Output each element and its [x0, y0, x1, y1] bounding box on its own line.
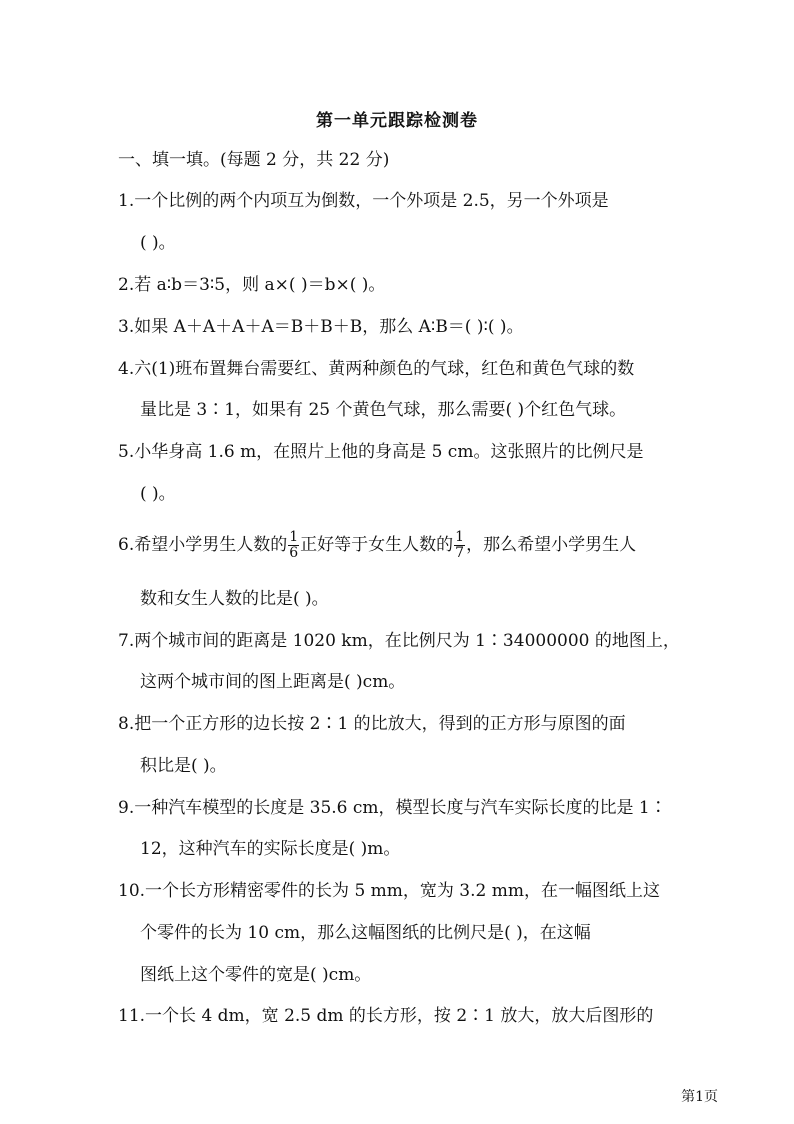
section-heading: 一、填一填。(每题 2 分，共 22 分) [118, 150, 390, 170]
question-6-text-pre: 6.希望小学男生人数的 [118, 535, 288, 555]
question-5-line-2: ( )。 [140, 484, 176, 504]
question-6-line-2: 数和女生人数的比是( )。 [140, 589, 329, 609]
question-7-line-2: 这两个城市间的图上距离是( )cm。 [140, 672, 406, 692]
question-10-line-1: 10.一个长方形精密零件的长为 5 mm，宽为 3.2 mm，在一幅图纸上这 [118, 881, 660, 901]
question-1-line-1: 1.一个比例的两个内项互为倒数，一个外项是 2.5，另一个外项是 [118, 191, 609, 211]
question-11-line-1: 11.一个长 4 dm，宽 2.5 dm 的长方形，按 2∶1 放大，放大后图形的 [118, 1006, 654, 1026]
question-6-line-1 [118, 530, 636, 561]
page-number: 第1页 [681, 1089, 718, 1105]
question-10-line-2: 个零件的长为 10 cm，那么这幅图纸的比例尺是( )，在这幅 [140, 923, 591, 943]
question-6-text-post: ，那么希望小学男生人 [466, 535, 637, 555]
fraction-denominator: 7 [455, 545, 465, 561]
question-9-line-2: 12，这种汽车的实际长度是( )m。 [140, 839, 401, 859]
fraction-denominator: 6 [289, 545, 299, 561]
question-6-text-mid: 正好等于女生人数的 [300, 535, 454, 555]
page-title: 第一单元跟踪检测卷 [316, 111, 478, 131]
question-4-line-1: 4.六(1)班布置舞台需要红、黄两种颜色的气球，红色和黄色气球的数 [118, 359, 635, 379]
fraction-numerator: 1 [289, 529, 299, 545]
fraction-one-seventh [454, 530, 465, 561]
question-7-line-1: 7.两个城市间的距离是 1020 km，在比例尺为 1∶34000000 的地图上， [118, 631, 680, 651]
question-3-line-1: 3.如果 A＋A＋A＋A＝B＋B＋B，那么 A∶B＝( )∶( )。 [118, 317, 524, 337]
question-4-line-2: 量比是 3∶1，如果有 25 个黄色气球，那么需要( )个红色气球。 [140, 400, 627, 420]
question-10-line-3: 图纸上这个零件的宽是( )cm。 [140, 965, 372, 985]
question-8-line-1: 8.把一个正方形的边长按 2∶1 的比放大，得到的正方形与原图的面 [118, 714, 626, 734]
question-8-line-2: 积比是( )。 [140, 756, 227, 776]
fraction-numerator: 1 [455, 529, 465, 545]
fraction-one-sixth [288, 530, 299, 561]
question-9-line-1: 9.一种汽车模型的长度是 35.6 cm，模型长度与汽车实际长度的比是 1∶ [118, 798, 667, 818]
question-5-line-1: 5.小华身高 1.6 m，在照片上他的身高是 5 cm。这张照片的比例尺是 [118, 442, 644, 462]
question-2-line-1: 2.若 a∶b＝3∶5，则 a×( )＝b×( )。 [118, 275, 386, 295]
question-1-line-2: ( )。 [140, 233, 176, 253]
